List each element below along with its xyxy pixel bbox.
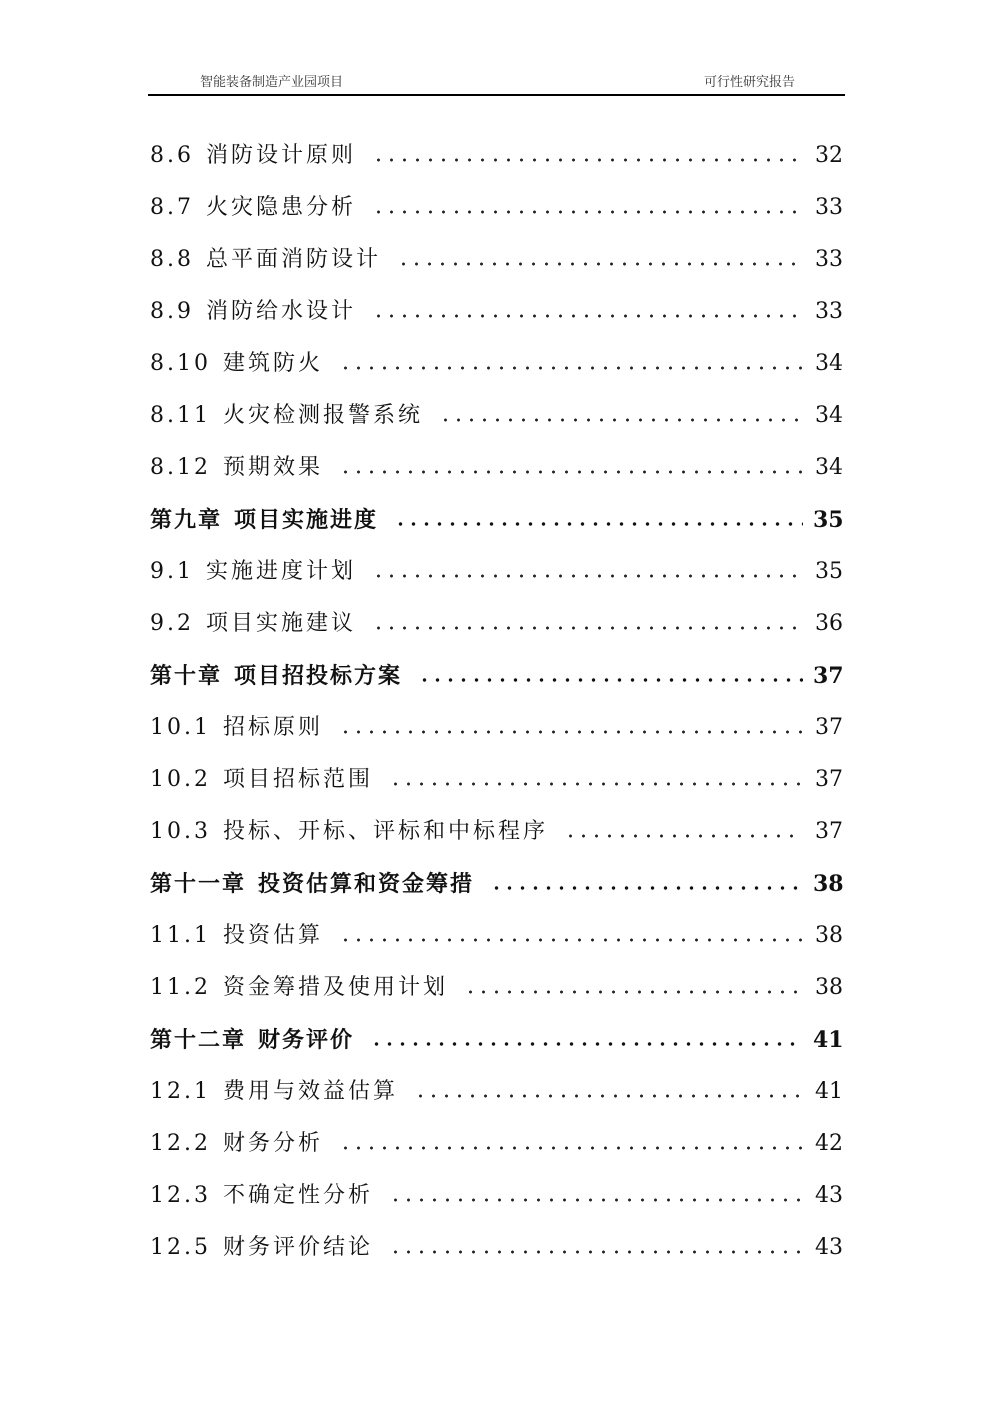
dot-leader xyxy=(339,726,803,738)
toc-section-entry[interactable] xyxy=(150,226,843,278)
dot-leader xyxy=(372,154,803,166)
toc-entry-title: 费用与效益估算 xyxy=(222,1079,398,1104)
toc-entry-page-number: 34 xyxy=(815,455,843,480)
dot-leader xyxy=(339,934,803,946)
toc-section-entry[interactable] xyxy=(150,1110,843,1162)
toc-entry-title: 项目招标范围 xyxy=(222,767,373,792)
toc-entry-number: 第十章 xyxy=(150,663,223,689)
toc-entry-page-number: 33 xyxy=(815,299,843,324)
dot-leader xyxy=(339,1142,803,1154)
toc-entry-number: 8.11 xyxy=(150,403,211,428)
toc-entry-number: 第十一章 xyxy=(150,871,247,897)
toc-entry-number: 12.3 xyxy=(150,1183,211,1208)
toc-entry-title: 投资估算 xyxy=(222,923,323,948)
toc-entry-number: 9.1 xyxy=(150,559,194,584)
toc-entry-page-number: 38 xyxy=(815,923,843,948)
toc-section-entry[interactable] xyxy=(150,746,843,798)
toc-entry-number: 12.2 xyxy=(150,1131,211,1156)
toc-entry-title: 招标原则 xyxy=(222,715,323,740)
toc-section-entry[interactable] xyxy=(150,330,843,382)
toc-entry-number: 11.2 xyxy=(150,975,211,1000)
toc-section-entry[interactable] xyxy=(150,798,843,850)
page-header xyxy=(148,66,845,96)
dot-leader xyxy=(414,1090,803,1102)
dot-leader xyxy=(372,622,803,634)
toc-entry-title: 火灾检测报警系统 xyxy=(222,403,423,428)
toc-entry-number: 10.2 xyxy=(150,767,211,792)
dot-leader xyxy=(418,674,803,686)
toc-entry-title: 资金筹措及使用计划 xyxy=(222,975,448,1000)
dot-leader xyxy=(389,1194,803,1206)
toc-entry-number: 10.3 xyxy=(150,819,211,844)
dot-leader xyxy=(394,518,803,530)
toc-entry-title: 建筑防火 xyxy=(222,351,323,376)
dot-leader xyxy=(397,258,803,270)
dot-leader xyxy=(389,1246,803,1258)
toc-entry-page-number: 43 xyxy=(815,1183,843,1208)
dot-leader xyxy=(564,830,803,842)
toc-section-entry[interactable] xyxy=(150,590,843,642)
toc-entry-number: 10.1 xyxy=(150,715,211,740)
toc-chapter-entry[interactable] xyxy=(150,850,843,902)
toc-entry-number: 9.2 xyxy=(150,611,194,636)
toc-section-entry[interactable] xyxy=(150,954,843,1006)
toc-entry-title: 项目实施进度 xyxy=(234,507,379,533)
toc-entry-number: 8.10 xyxy=(150,351,211,376)
toc-entry-title: 项目实施建议 xyxy=(206,611,357,636)
toc-entry-number: 11.1 xyxy=(150,923,211,948)
toc-entry-page-number: 37 xyxy=(815,715,843,740)
toc-entry-number: 8.7 xyxy=(150,195,194,220)
dot-leader xyxy=(372,310,803,322)
toc-section-entry[interactable] xyxy=(150,434,843,486)
toc-entry-number: 8.12 xyxy=(150,455,211,480)
toc-entry-number: 12.1 xyxy=(150,1079,211,1104)
dot-leader xyxy=(389,778,803,790)
toc-entry-page-number: 35 xyxy=(813,507,844,533)
dot-leader xyxy=(464,986,803,998)
toc-entry-page-number: 37 xyxy=(813,663,844,689)
toc-entry-title: 财务分析 xyxy=(222,1131,323,1156)
header-report-type: 可行性研究报告 xyxy=(703,75,795,90)
toc-entry-number: 8.6 xyxy=(150,143,194,168)
toc-entry-page-number: 43 xyxy=(815,1235,843,1260)
dot-leader xyxy=(372,206,803,218)
toc-section-entry[interactable] xyxy=(150,122,843,174)
toc-entry-number: 12.5 xyxy=(150,1235,211,1260)
toc-entry-title: 消防给水设计 xyxy=(206,299,357,324)
toc-section-entry[interactable] xyxy=(150,1214,843,1266)
toc-chapter-entry[interactable] xyxy=(150,642,843,694)
toc-entry-page-number: 42 xyxy=(815,1131,843,1156)
dot-leader xyxy=(339,362,803,374)
toc-entry-page-number: 37 xyxy=(815,767,843,792)
toc-chapter-entry[interactable] xyxy=(150,1006,843,1058)
toc-section-entry[interactable] xyxy=(150,174,843,226)
toc-entry-title: 消防设计原则 xyxy=(206,143,357,168)
toc-entry-number: 第九章 xyxy=(150,507,223,533)
toc-entry-page-number: 34 xyxy=(815,403,843,428)
dot-leader xyxy=(372,570,803,582)
toc-entry-page-number: 41 xyxy=(815,1079,843,1104)
toc-section-entry[interactable] xyxy=(150,538,843,590)
toc-entry-page-number: 41 xyxy=(813,1027,844,1053)
toc-entry-page-number: 38 xyxy=(813,871,844,897)
table-of-contents xyxy=(150,122,843,1266)
toc-entry-page-number: 36 xyxy=(815,611,843,636)
toc-entry-title: 不确定性分析 xyxy=(222,1183,373,1208)
toc-section-entry[interactable] xyxy=(150,1162,843,1214)
toc-entry-title: 总平面消防设计 xyxy=(206,247,382,272)
dot-leader xyxy=(439,414,803,426)
toc-entry-page-number: 35 xyxy=(815,559,843,584)
toc-entry-page-number: 33 xyxy=(815,247,843,272)
toc-entry-title: 实施进度计划 xyxy=(206,559,357,584)
toc-entry-title: 财务评价结论 xyxy=(222,1235,373,1260)
toc-entry-page-number: 37 xyxy=(815,819,843,844)
toc-entry-title: 项目招投标方案 xyxy=(234,663,403,689)
toc-entry-title: 火灾隐患分析 xyxy=(206,195,357,220)
toc-section-entry[interactable] xyxy=(150,278,843,330)
toc-entry-title: 投标、开标、评标和中标程序 xyxy=(222,819,548,844)
toc-entry-page-number: 38 xyxy=(815,975,843,1000)
toc-entry-page-number: 32 xyxy=(815,143,843,168)
toc-chapter-entry[interactable] xyxy=(150,486,843,538)
dot-leader xyxy=(339,466,803,478)
toc-section-entry[interactable] xyxy=(150,902,843,954)
toc-entry-title: 财务评价 xyxy=(258,1027,355,1053)
toc-section-entry[interactable] xyxy=(150,382,843,434)
toc-section-entry[interactable] xyxy=(150,1058,843,1110)
toc-entry-number: 第十二章 xyxy=(150,1027,247,1053)
toc-entry-title: 预期效果 xyxy=(222,455,323,480)
header-project-name: 智能装备制造产业园项目 xyxy=(200,75,344,90)
toc-entry-number: 8.9 xyxy=(150,299,194,324)
dot-leader xyxy=(370,1038,803,1050)
toc-entry-number: 8.8 xyxy=(150,247,194,272)
toc-entry-page-number: 33 xyxy=(815,195,843,220)
dot-leader xyxy=(490,882,803,894)
toc-section-entry[interactable] xyxy=(150,694,843,746)
toc-entry-page-number: 34 xyxy=(815,351,843,376)
toc-entry-title: 投资估算和资金筹措 xyxy=(258,871,475,897)
